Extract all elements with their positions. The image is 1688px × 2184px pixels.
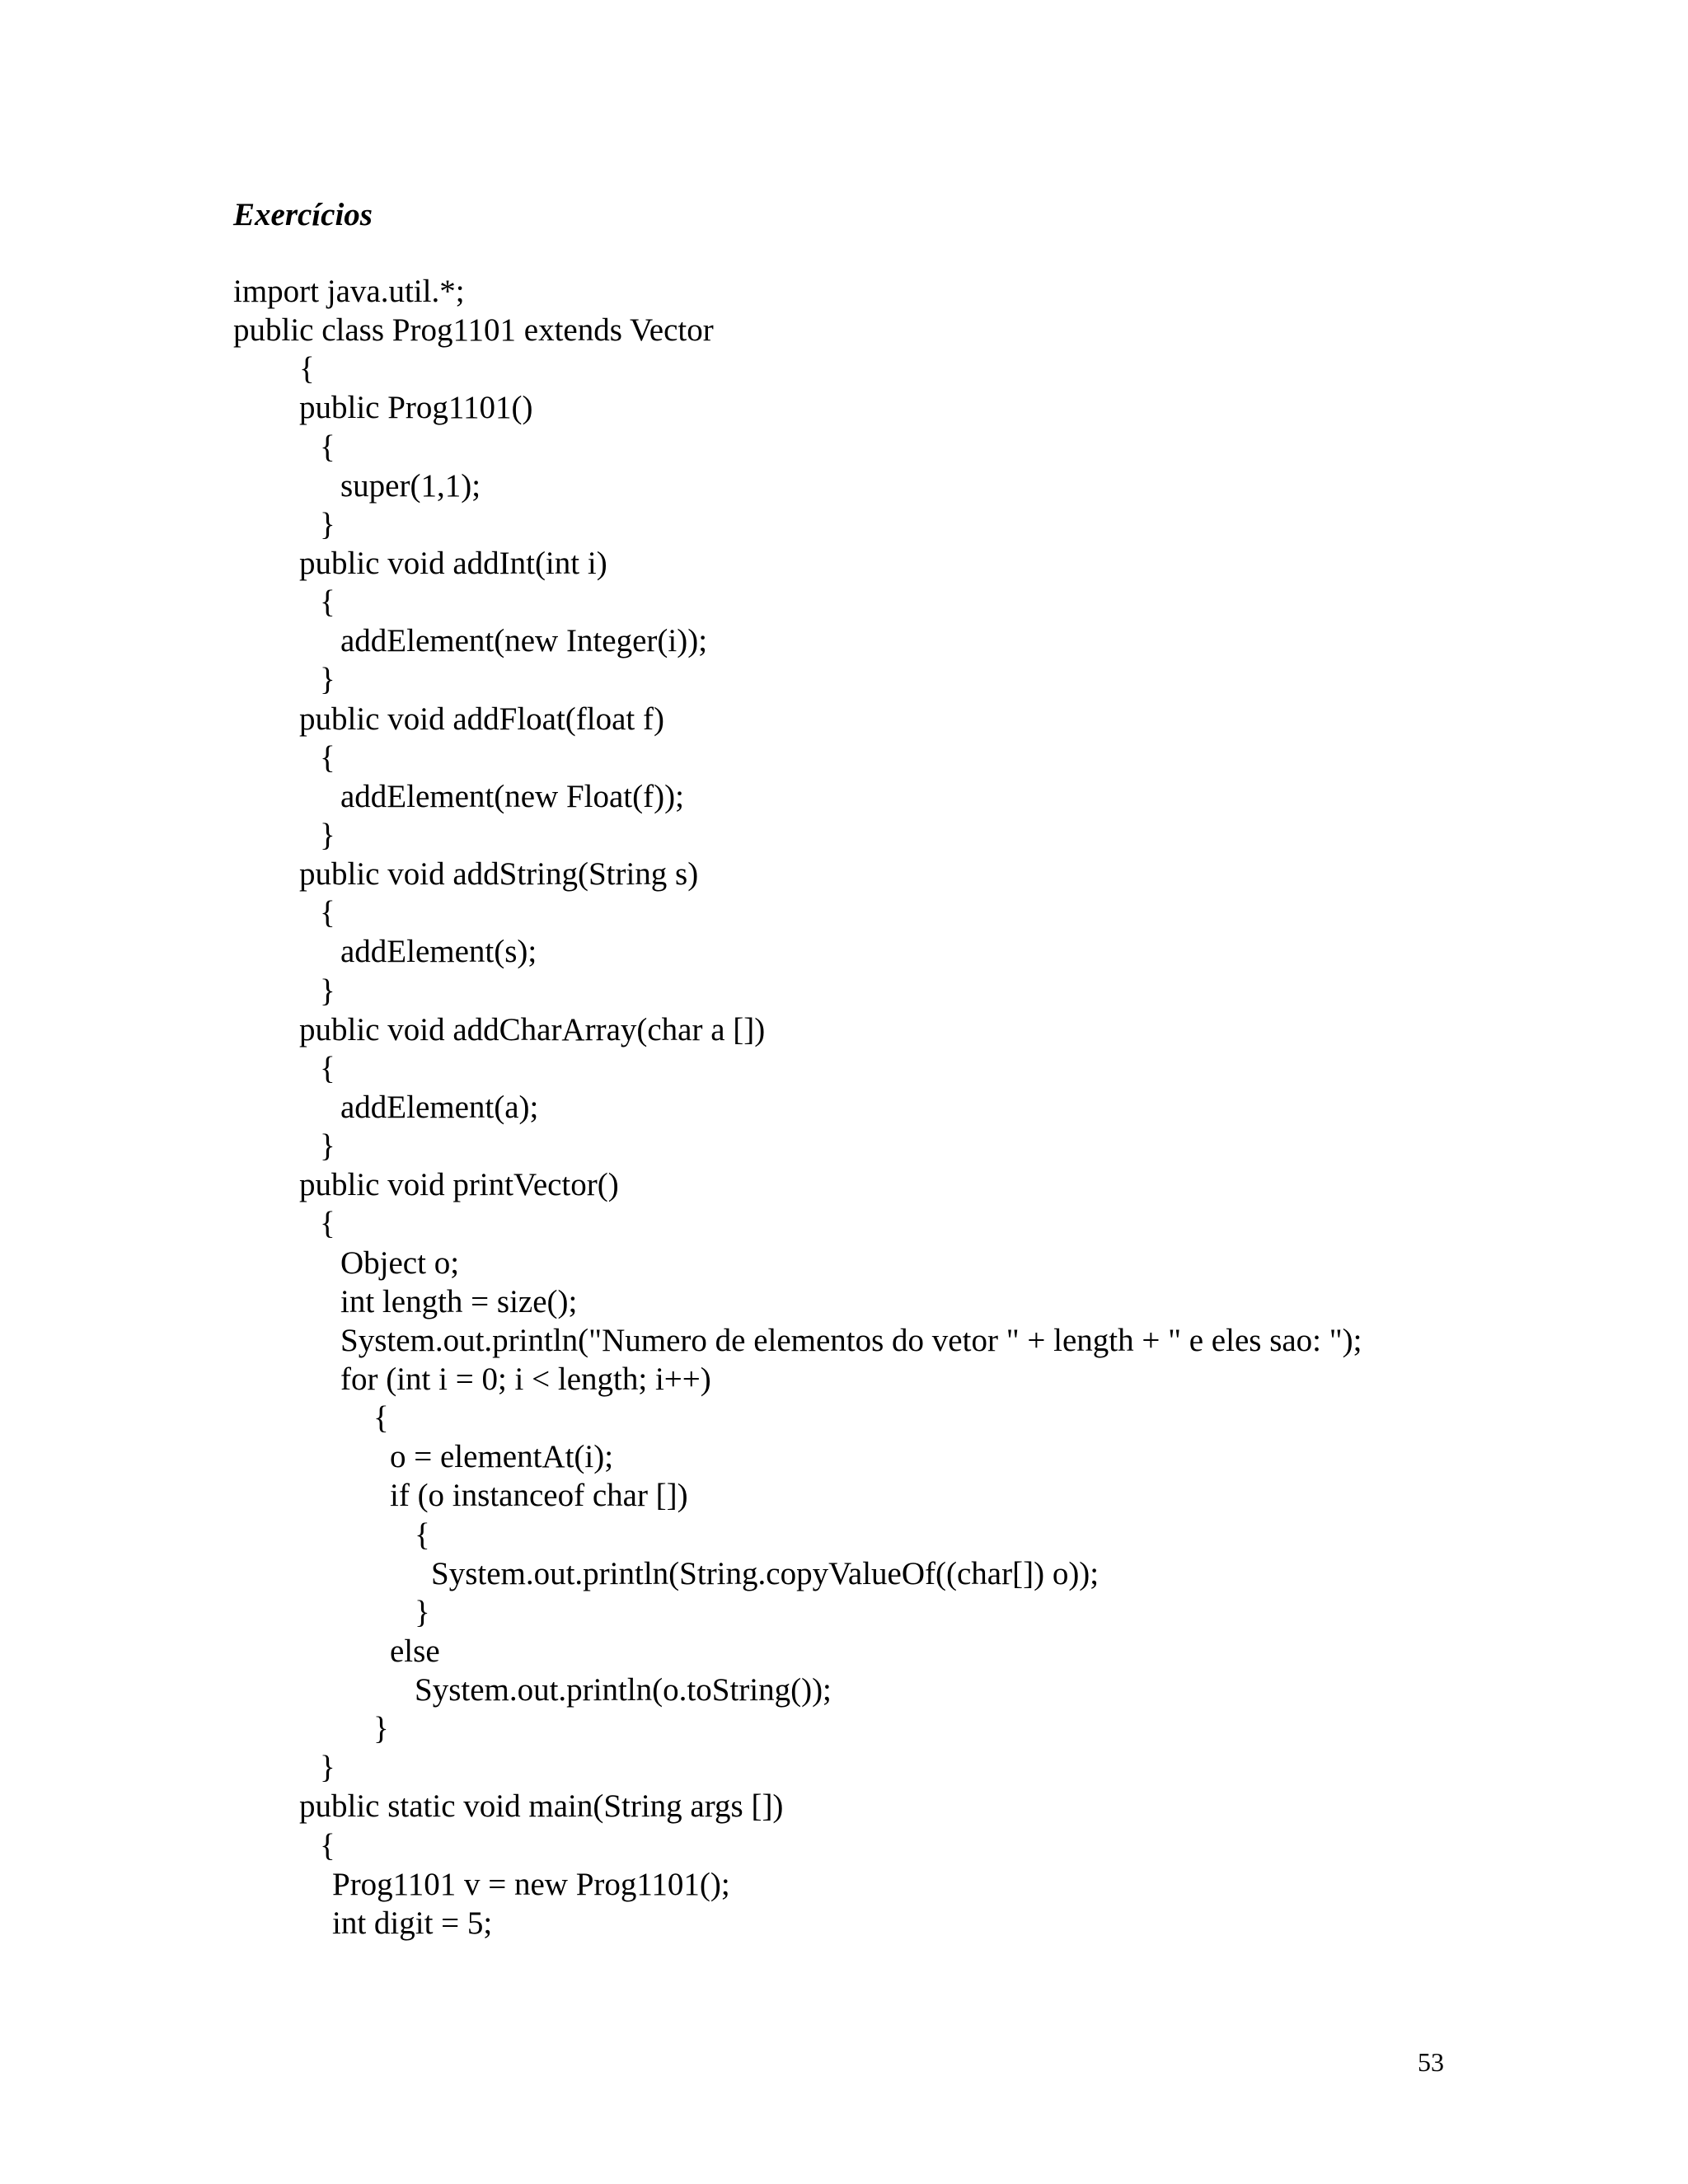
code-line: System.out.println("Numero de elementos do vetor " + length + " e eles sao: "); [340, 1322, 1362, 1358]
code-line: } [320, 506, 335, 542]
code-line: else [390, 1633, 440, 1669]
code-line: public Prog1101() [299, 390, 533, 426]
code-line: { [320, 1050, 335, 1086]
code-line: Prog1101 v = new Prog1101(); [332, 1866, 730, 1902]
code-line: { [299, 351, 315, 387]
code-line: if (o instanceof char []) [390, 1478, 688, 1514]
code-line: public void addString(String s) [299, 856, 699, 893]
code-line: } [320, 1128, 335, 1165]
code-line: addElement(new Float(f)); [340, 778, 684, 814]
code-line: { [320, 895, 335, 931]
code-line: int digit = 5; [332, 1905, 493, 1941]
code-line: { [415, 1516, 430, 1553]
code-line: Object o; [340, 1244, 460, 1281]
code-line: o = elementAt(i); [390, 1439, 614, 1475]
code-line: } [320, 1750, 335, 1786]
page-number: 53 [1418, 2047, 1444, 2077]
code-line: for (int i = 0; i < length; i++) [340, 1361, 711, 1397]
code-line: public void printVector() [299, 1167, 619, 1203]
section-heading: Exercícios [233, 197, 373, 232]
code-line: addElement(s); [340, 934, 537, 970]
code-line: import java.util.*; [233, 274, 465, 309]
code-line: addElement(a); [340, 1089, 539, 1125]
code-line: public static void main(String args []) [299, 1788, 784, 1825]
code-line: } [415, 1594, 430, 1630]
code-line: } [320, 817, 335, 853]
code-line: System.out.println(String.copyValueOf((char[]) o)); [431, 1555, 1100, 1591]
code-line: public void addFloat(float f) [299, 701, 664, 737]
code-line: public void addCharArray(char a []) [299, 1011, 766, 1047]
code-line: { [373, 1400, 389, 1436]
code-line: { [320, 584, 335, 621]
code-line: { [320, 429, 335, 465]
code-line: } [373, 1711, 389, 1747]
code-line: int length = size(); [340, 1283, 578, 1319]
code-line: { [320, 739, 335, 776]
code-line: public void addInt(int i) [299, 545, 607, 581]
code-line: addElement(new Integer(i)); [340, 623, 708, 659]
code-line: { [320, 1206, 335, 1242]
code-line: super(1,1); [340, 467, 481, 504]
code-line: { [320, 1827, 335, 1863]
code-listing [233, 272, 1362, 1943]
code-line: } [320, 972, 335, 1009]
code-line: public class Prog1101 extends Vector [233, 312, 714, 349]
code-line: System.out.println(o.toString()); [415, 1672, 832, 1708]
code-line: } [320, 662, 335, 698]
